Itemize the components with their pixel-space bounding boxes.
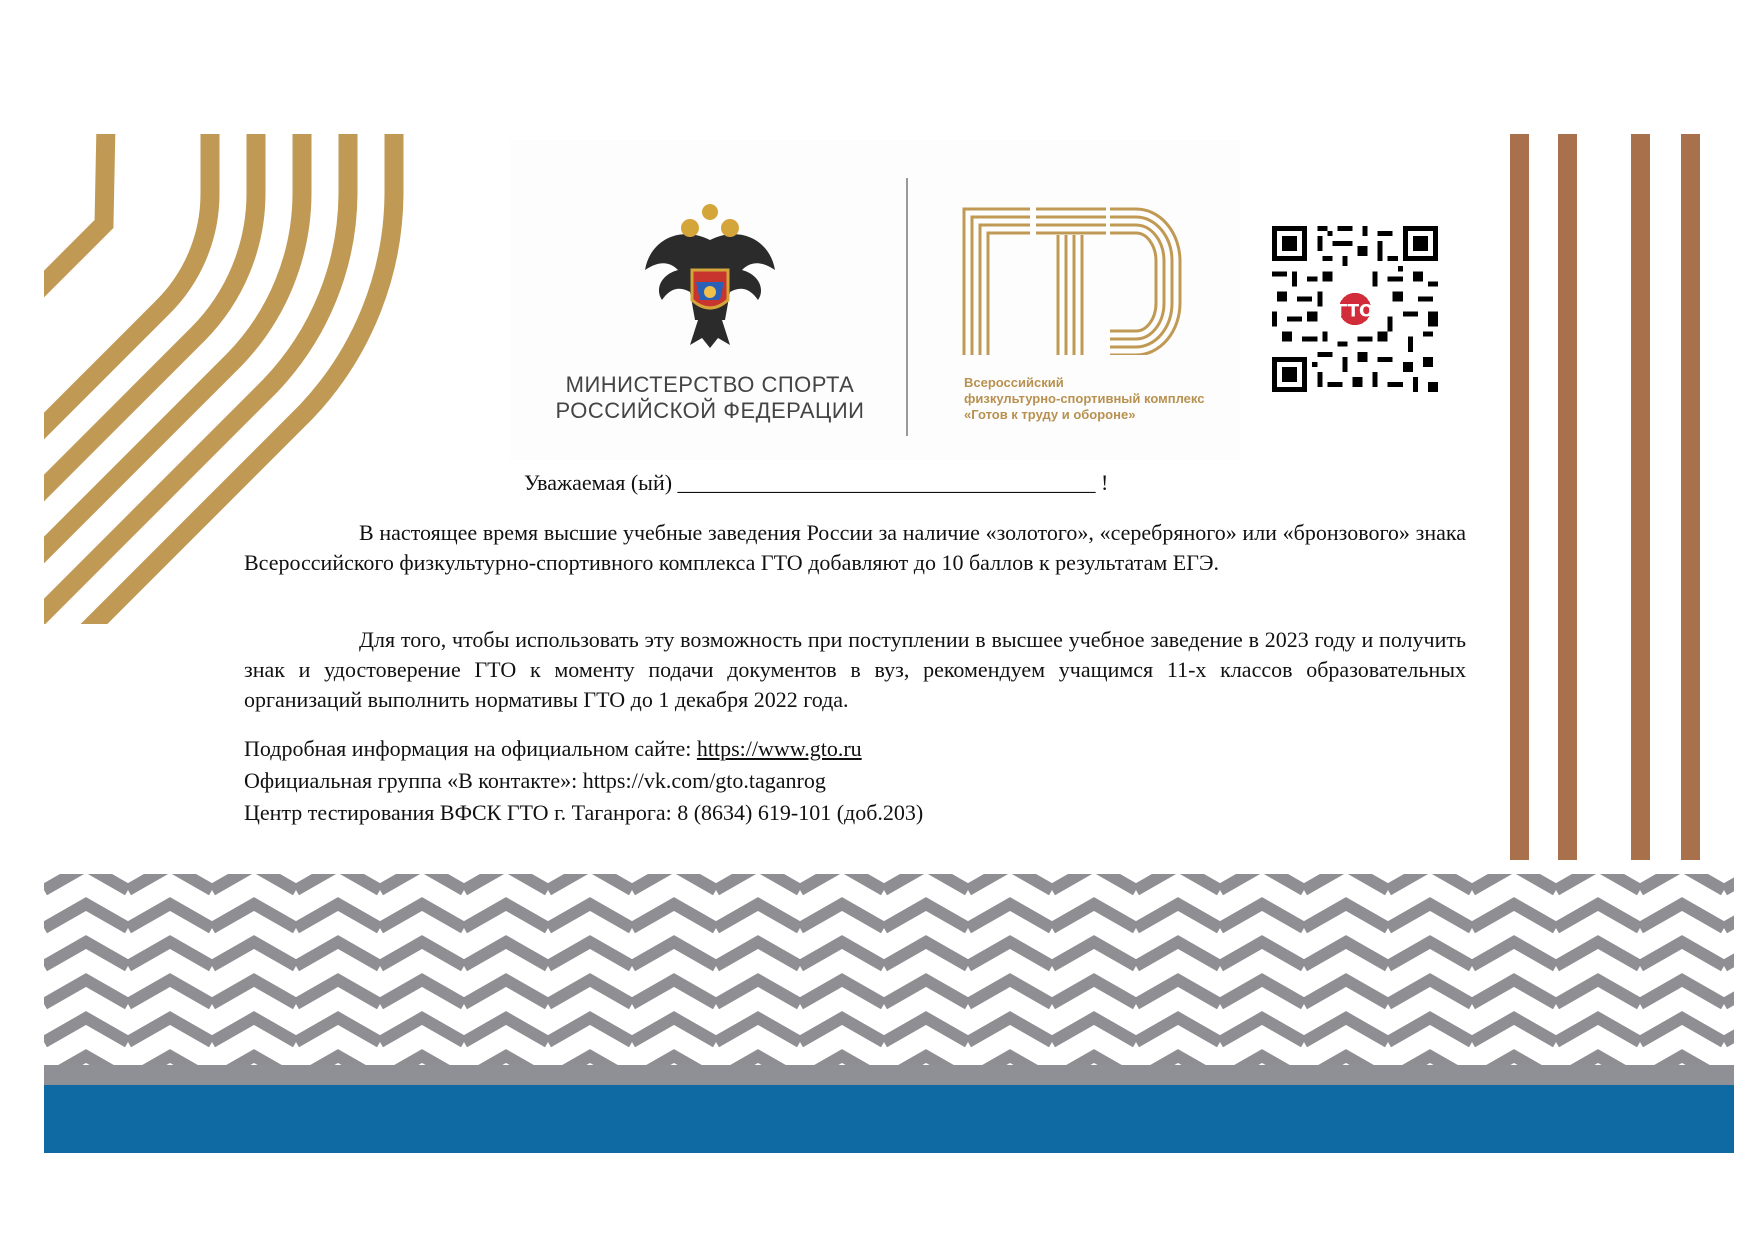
gto-caption: Всероссийский физкультурно-спортивный комплекс «Готов к труду и обороне» (964, 375, 1205, 422)
ministry-name: МИНИСТЕРСТВО СПОРТА РОССИЙСКОЙ ФЕДЕРАЦИИ (555, 372, 865, 423)
salutation: Уважаемая (ый) ______________________________________ ! (524, 470, 1109, 495)
site-info-line (244, 733, 1344, 765)
logo-divider (906, 178, 908, 436)
contact-info (244, 733, 1344, 829)
copper-stripe (1558, 134, 1577, 944)
copper-stripe (1510, 134, 1529, 944)
ministry-logo (540, 190, 880, 430)
blue-footer-bar (44, 1085, 1734, 1153)
site-label: Подробная информация на официальном сайте: (244, 736, 697, 761)
gto-logo-block (960, 205, 1240, 435)
body-paragraph-1: В настоящее время высшие учебные заведения России за наличие «золотого», «серебряного» или «бронзового» знака Всероссийского физкультурно-спортивного комплекса ГТО добавляют до 10 баллов к результатам ЕГЭ. (244, 520, 1466, 575)
grey-footer-bar (44, 1065, 1734, 1085)
vk-group-line: Официальная группа «В контакте»: https://vk.com/gto.taganrog (244, 768, 826, 793)
body-paragraph-2: Для того, чтобы использовать эту возможность при поступлении в высшее учебное заведение в 2023 году и получить знак и удостоверение ГТО к моменту подачи документов в вуз, рекомендуем учащимся 11-х классов образовательных организаций выполнить нормативы ГТО до 1 декабря 2022 года. (244, 627, 1466, 712)
gold-arc (44, 134, 106, 314)
copper-stripe (1631, 134, 1650, 944)
copper-stripes-decoration (1510, 134, 1710, 944)
qr-code-icon[interactable] (1272, 226, 1438, 392)
double-headed-eagle-emblem-icon (640, 200, 780, 350)
testing-center-line: Центр тестирования ВФСК ГТО г. Таганрога: 8 (8634) 619-101 (доб.203) (244, 800, 924, 825)
gto-logo (960, 205, 1184, 355)
svg-text:ГТО: ГТО (1336, 301, 1374, 322)
gto-site-link[interactable]: https://www.gto.ru (696, 736, 862, 761)
chevron-band-decoration (44, 860, 1734, 1070)
copper-stripe (1681, 134, 1700, 944)
